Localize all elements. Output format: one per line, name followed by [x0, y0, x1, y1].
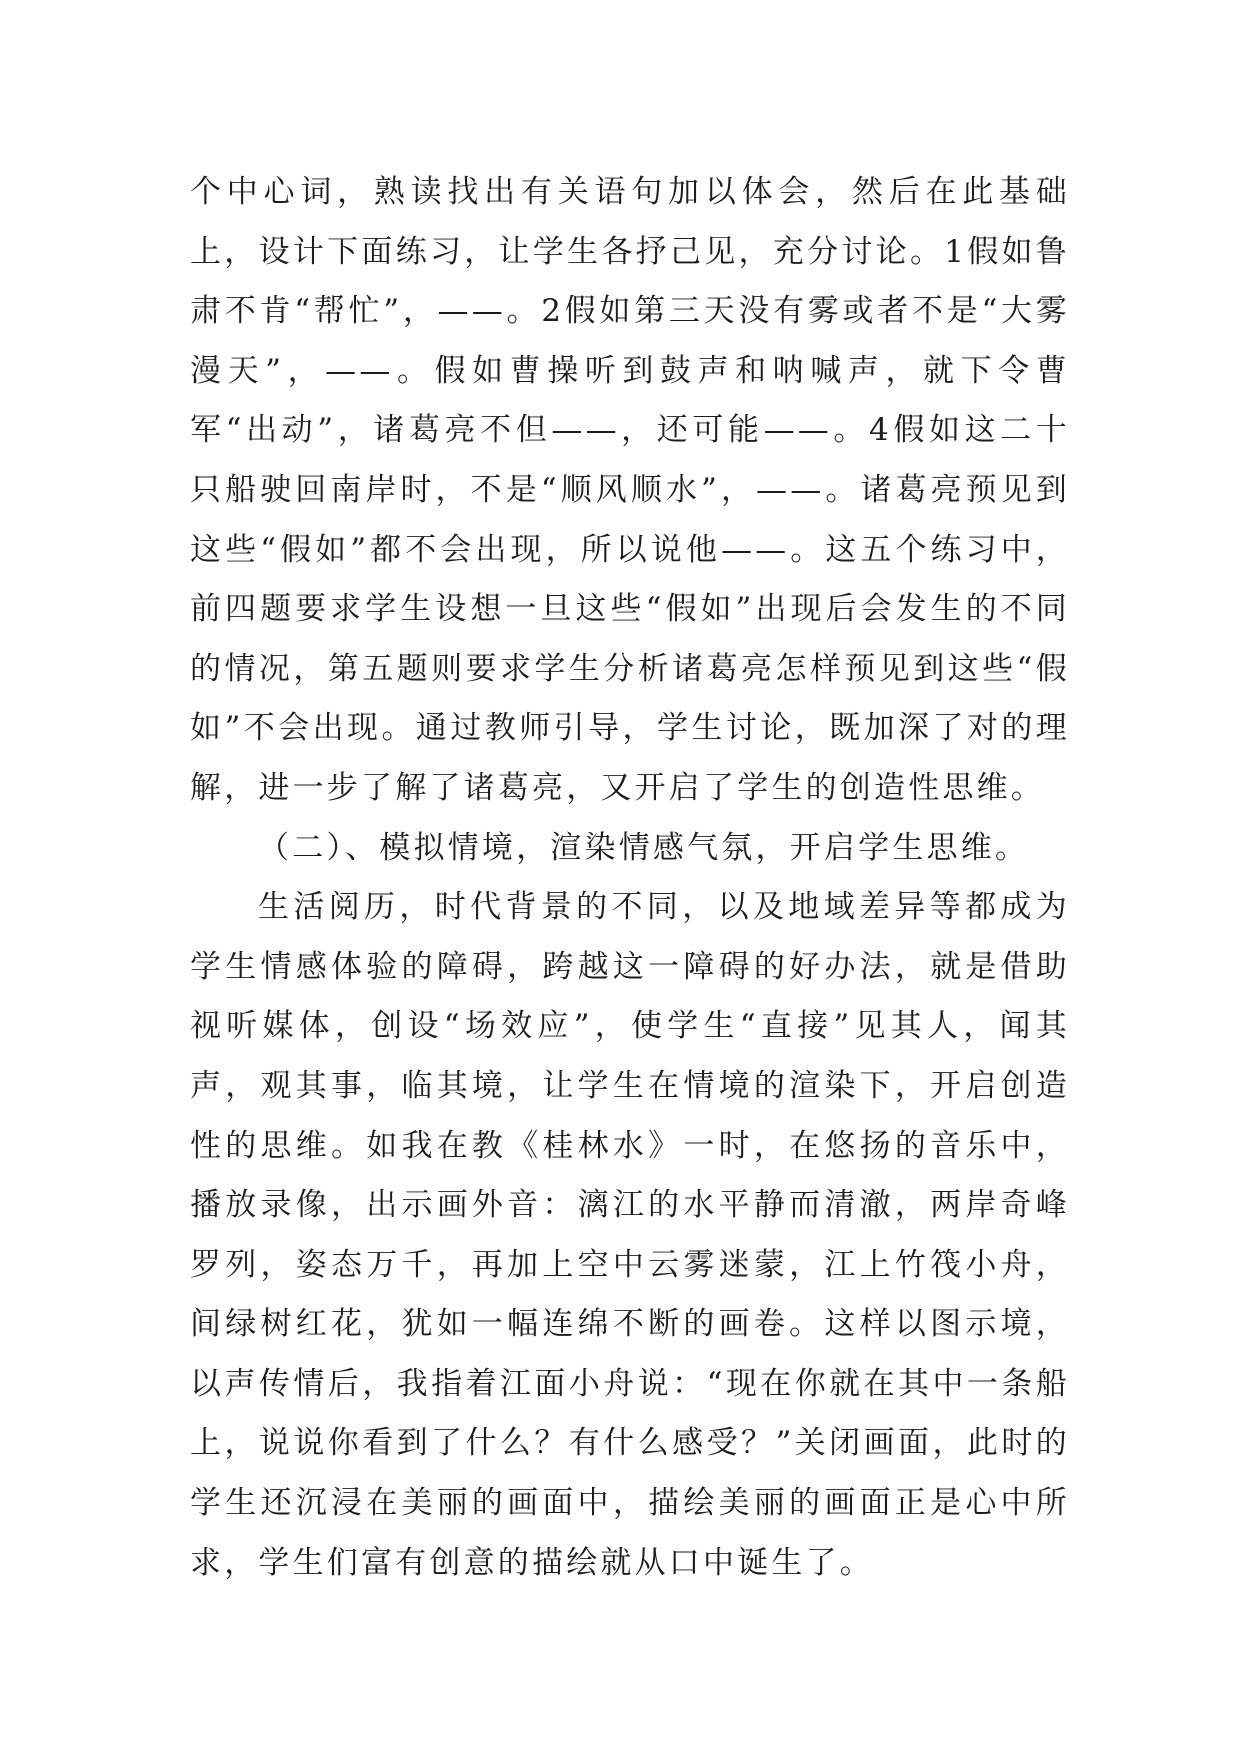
paragraph-body: 生活阅历，时代背景的不同，以及地域差异等都成为学生情感体验的障碍，跨越这一障碍的好办法，就是借助视听媒体，创设“场效应”，使学生“直接”见其人，闻其声，观其事，临其境，让学生在情境的渲染下，开启创造性的思维。如我在教《桂林水》一时，在悠扬的音乐中，播放录像，出示画外音：漓江的水平静而清澈，两岸奇峰罗列，姿态万千，再加上空中云雾迷蒙，江上竹筏小舟，间绿树红花，犹如一幅连绵不断的画卷。这样以图示境，以声传情后，我指着江面小舟说：“现在你就在其中一条船上，说说你看到了什么？有什么感受？”关闭画面，此时的学生还沉浸在美丽的画面中，描绘美丽的画面正是心中所求，学生们富有创意的描绘就从口中诞生了。: [190, 889, 1070, 1581]
section-heading: （二）、模拟情境，渲染情感气氛，开启学生思维。: [258, 829, 1030, 866]
paragraph-continuation: 个中心词，熟读找出有关语句加以体会，然后在此基础上，设计下面练习，让学生各抒己见，充分讨论。1假如鲁肃不肯“帮忙”，——。2假如第三天没有雾或者不是“大雾漫天”，——。假如曹操听到鼓声和呐喊声，就下令曹军“出动”，诸葛亮不但——，还可能——。4假如这二十只船驶回南岸时，不是“顺风顺水”，——。诸葛亮预见到这些“假如”都不会出现，所以说他——。这五个练习中，前四题要求学生设想一旦这些“假如”出现后会发生的不同的情况，第五题则要求学生分析诸葛亮怎样预见到这些“假如”不会出现。通过教师引导，学生讨论，既加深了对的理解，进一步了解了诸葛亮，又开启了学生的创造性思维。: [190, 174, 1070, 806]
document-body: [190, 163, 1070, 1593]
